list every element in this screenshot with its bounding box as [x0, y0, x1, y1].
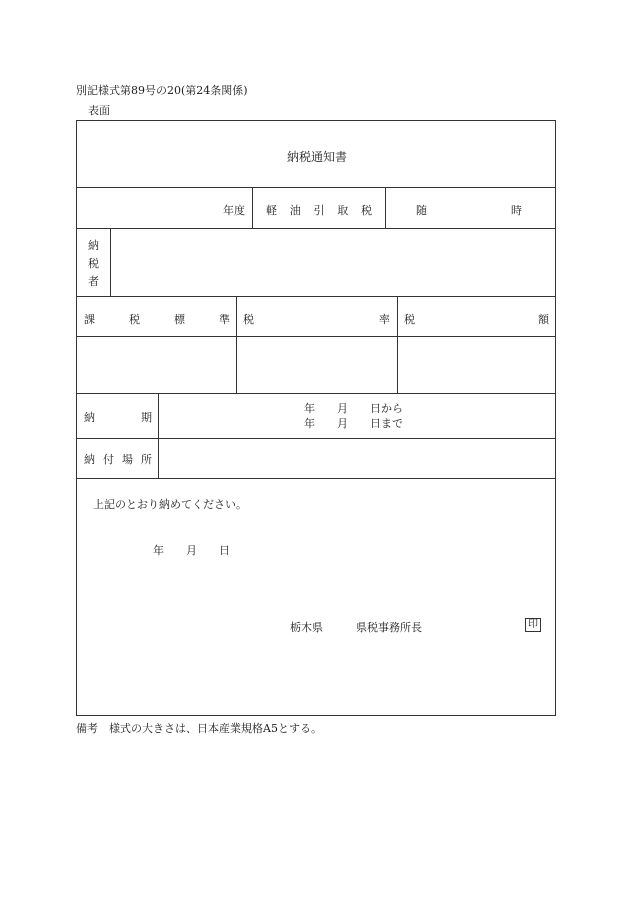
divider — [385, 187, 386, 228]
taxpayer-char: 者 — [88, 275, 99, 288]
payment-instruction: 上記のとおり納めてください。 — [93, 498, 247, 511]
deadline-label — [84, 409, 152, 425]
taxpayer-char: 納 — [88, 239, 99, 252]
tax-name-char: 税 — [361, 204, 372, 217]
divider — [110, 228, 111, 296]
divider — [76, 438, 556, 439]
deadline-char: 納 — [84, 411, 95, 424]
issue-date: 年 月 日 — [153, 544, 230, 557]
deadline-from: 年 月 日から — [304, 402, 403, 415]
tax-base-char: 標 — [174, 313, 185, 326]
form-title: 納税通知書 — [287, 150, 348, 164]
payment-place-label — [84, 451, 152, 467]
deadline-char: 期 — [141, 411, 152, 424]
tax-base-char: 税 — [129, 313, 140, 326]
payment-place-char: 納 — [84, 453, 95, 466]
seal-mark: 印 — [525, 618, 541, 632]
tax-amount-header — [404, 311, 549, 327]
divider — [76, 228, 556, 229]
tax-rate-char: 税 — [243, 313, 254, 326]
taxpayer-char: 税 — [88, 257, 99, 270]
timing-label — [416, 202, 522, 218]
tax-amount-char: 税 — [404, 313, 415, 326]
payment-place-char: 場 — [122, 453, 133, 466]
tax-rate-char: 率 — [379, 313, 390, 326]
tax-name-char: 油 — [289, 204, 301, 217]
divider — [236, 296, 237, 393]
tax-amount-char: 額 — [538, 313, 549, 326]
payment-place-char: 付 — [103, 453, 114, 466]
tax-name-char: 取 — [337, 204, 349, 217]
tax-rate-header — [243, 311, 390, 327]
tax-name — [266, 202, 372, 218]
payment-place-char: 所 — [141, 453, 152, 466]
divider — [76, 296, 556, 297]
form-reference: 別記様式第89号の20(第24条関係) — [76, 84, 248, 97]
tax-base-char: 準 — [219, 313, 230, 326]
footer-remark: 備考 様式の大きさは、日本産業規格A5とする。 — [76, 722, 322, 735]
timing-char: 随 — [416, 204, 427, 217]
fiscal-year-label: 年度 — [223, 204, 245, 217]
divider — [76, 478, 556, 479]
taxpayer-label — [88, 237, 99, 291]
tax-base-char: 課 — [84, 313, 95, 326]
side-label: 表面 — [88, 104, 110, 117]
deadline-dates — [304, 401, 403, 431]
timing-char: 時 — [511, 204, 522, 217]
issuer-name: 栃木県 県税事務所長 — [290, 621, 422, 634]
divider — [76, 336, 556, 337]
tax-base-header — [84, 311, 230, 327]
divider — [76, 187, 556, 188]
divider — [76, 393, 556, 394]
tax-name-char: 引 — [313, 204, 325, 217]
tax-name-char: 軽 — [266, 204, 277, 217]
divider — [252, 187, 253, 228]
divider — [158, 393, 159, 478]
deadline-until: 年 月 日まで — [304, 417, 403, 430]
divider — [397, 296, 398, 393]
